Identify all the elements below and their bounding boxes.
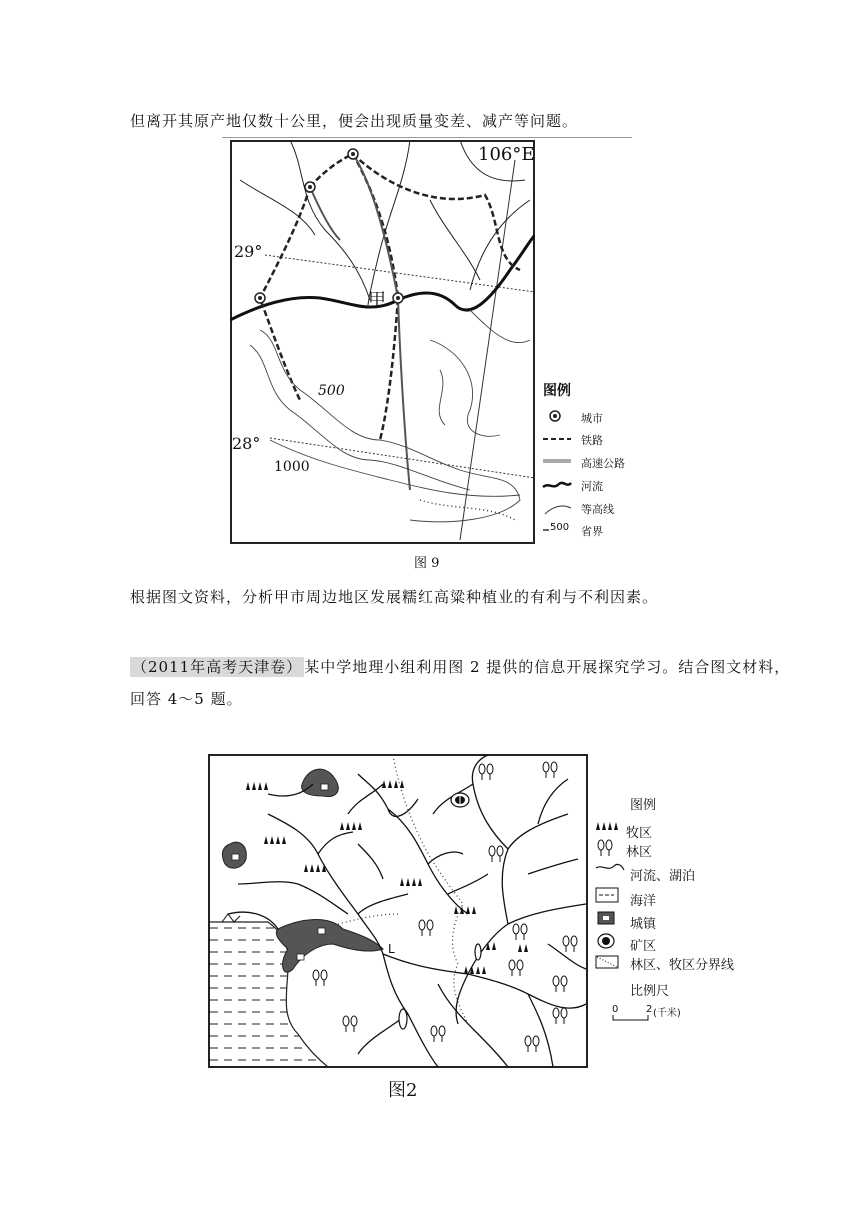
map-9-legend: [537, 380, 637, 545]
legend-contour: 等高线: [581, 503, 614, 516]
legend2-town: 城镇: [630, 917, 657, 932]
figure-2-caption: 图2: [388, 1080, 418, 1101]
source-tag: （2011年高考天津卷）: [132, 658, 303, 676]
question-2-line-1: [130, 656, 790, 677]
legend2-ocean: 海洋: [630, 894, 657, 909]
scale-zero: 0: [612, 1004, 619, 1015]
legend-title: 图例: [543, 383, 571, 399]
intro-text: 但离开其原产地仅数十公里，便会出现质量变差、减产等问题。: [130, 112, 579, 130]
legend2-scale-title: 比例尺: [630, 984, 670, 999]
legend2-title: 图例: [630, 798, 657, 813]
mine-site: [451, 793, 469, 807]
legend2-boundary: 林区、牧区分界线: [630, 958, 735, 973]
legend2-river-lake: 河流、湖泊: [630, 869, 696, 884]
legend-river: 河流: [581, 480, 603, 493]
map-figure-2: [208, 754, 588, 1068]
contour-500-label: 500: [318, 383, 345, 399]
legend-highway: 高速公路: [581, 457, 625, 470]
scale-bar: [612, 1004, 722, 1024]
divider: [222, 137, 632, 138]
question-1: 根据图文资料，分析甲市周边地区发展糯红高粱种植业的有利与不利因素。: [130, 588, 659, 606]
longitude-label: 106°E: [478, 144, 535, 165]
map-9-drawing: [230, 140, 535, 544]
legend-city: 城市: [581, 412, 603, 425]
contour-1000-label: 1000: [274, 459, 310, 475]
scale-two: 2: [646, 1004, 653, 1015]
label-L: L: [388, 942, 395, 956]
legend-symbols: [541, 410, 573, 538]
question-2-text: 某中学地理小组利用图 2 提供的信息开展探究学习。结合图文材料，: [304, 658, 791, 676]
legend2-forest: 林区: [626, 845, 653, 860]
legend2-symbols: [594, 820, 626, 970]
map-figure-9: [230, 140, 535, 544]
latitude-28-label: 28°: [232, 434, 261, 453]
latitude-29-label: 29°: [234, 242, 263, 261]
city-jia-label: 甲: [368, 290, 386, 311]
map-2-drawing: [208, 754, 588, 1068]
question-2-line-2: 回答 4～5 题。: [130, 690, 243, 708]
figure-9-caption: 图 9: [414, 556, 440, 571]
legend-rail: 铁路: [581, 434, 603, 447]
lake: [475, 944, 481, 960]
legend-border: 省界: [581, 525, 603, 538]
legend2-pasture: 牧区: [626, 826, 653, 841]
scale-unit: (千米): [653, 1008, 681, 1019]
legend-border-number: 500: [550, 522, 570, 533]
scale-line: [612, 1015, 652, 1021]
map-2-legend: [592, 794, 767, 1024]
legend2-mine: 矿区: [630, 939, 657, 954]
lake: [399, 1009, 407, 1029]
